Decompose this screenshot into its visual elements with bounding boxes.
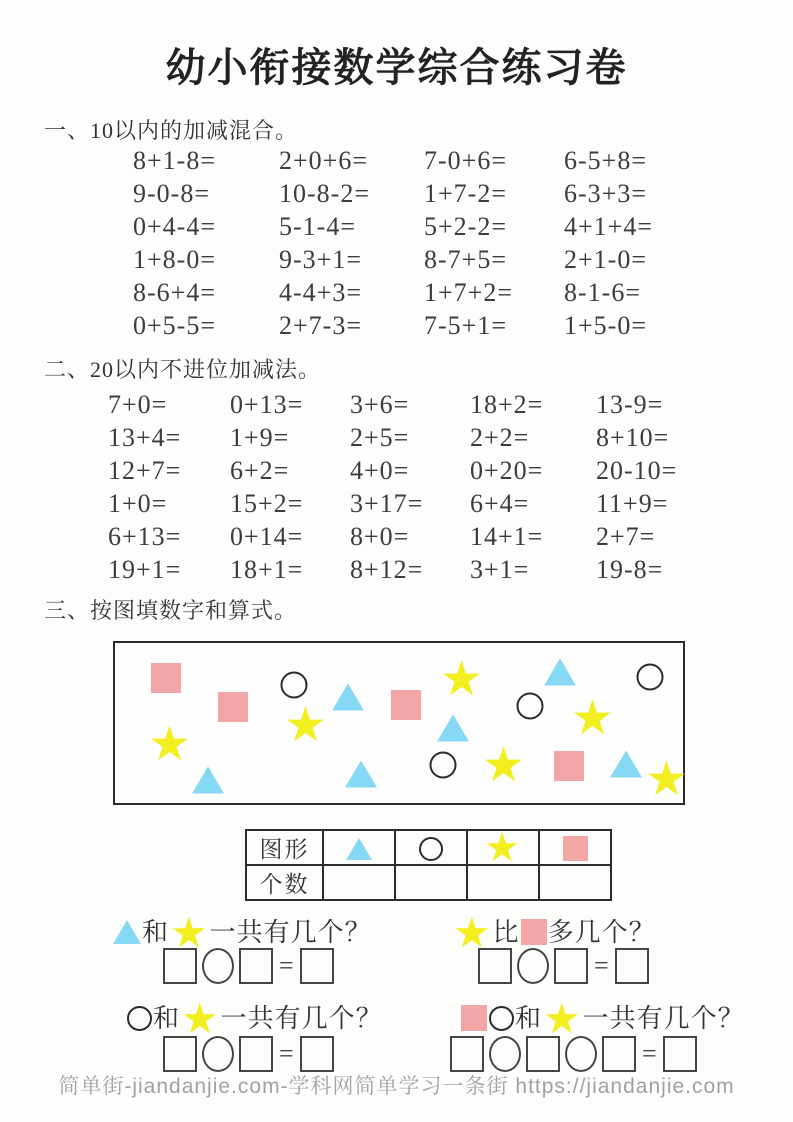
- blank-count-cell[interactable]: [539, 865, 611, 900]
- equation: 18+1=: [230, 555, 304, 584]
- answer-box[interactable]: [450, 1036, 484, 1072]
- equation: 7+0=: [108, 390, 168, 419]
- equation: 3+17=: [350, 489, 424, 518]
- section-2-equations: [108, 390, 696, 588]
- operator-circle[interactable]: [517, 948, 549, 984]
- table-header-count: 个数: [246, 865, 323, 900]
- square-icon: [563, 836, 588, 861]
- question-text: 一共有几个？: [582, 1004, 745, 1033]
- star-shape: [571, 699, 611, 739]
- equation: 5-1-4=: [279, 212, 356, 241]
- circle-shape: [637, 664, 664, 691]
- question-text: 和: [142, 918, 170, 947]
- blank-count-cell[interactable]: [395, 865, 467, 900]
- star-shape: [148, 725, 188, 765]
- equation: 9-3+1=: [279, 245, 362, 274]
- operator-circle[interactable]: [565, 1036, 597, 1072]
- circle-shape: [430, 752, 457, 779]
- equation: 1+7-2=: [424, 179, 507, 208]
- star-icon: [453, 918, 492, 952]
- answer-box[interactable]: [300, 948, 334, 984]
- equation: 6+4=: [470, 489, 530, 518]
- equation-slots-2: [478, 948, 649, 984]
- equation: 15+2=: [230, 489, 304, 518]
- star-shape: [482, 746, 522, 786]
- circle-icon: [419, 837, 443, 861]
- equation: 2+1-0=: [564, 245, 647, 274]
- star-shape: [284, 706, 324, 746]
- question-text: 和: [515, 1004, 543, 1033]
- answer-box[interactable]: [602, 1036, 636, 1072]
- equation: 6-5+8=: [564, 146, 647, 175]
- answer-box[interactable]: [526, 1036, 560, 1072]
- equation: 3+6=: [350, 390, 410, 419]
- equation: 6+13=: [108, 522, 182, 551]
- star-icon: [170, 918, 209, 952]
- equation: 5+2-2=: [424, 212, 507, 241]
- equation: 4-4+3=: [279, 278, 362, 307]
- equation: 2+7-3=: [279, 311, 362, 340]
- blank-count-cell[interactable]: [323, 865, 395, 900]
- operator-circle[interactable]: [202, 948, 234, 984]
- equation: 2+2=: [470, 423, 530, 452]
- table-shape-row: [246, 830, 611, 865]
- equation: 9-0-8=: [133, 179, 210, 208]
- star-shape: [645, 760, 685, 800]
- equation: 8+1-8=: [133, 146, 216, 175]
- table-cell-circle: [395, 830, 467, 865]
- equation: 6-3+3=: [564, 179, 647, 208]
- equation: 19-8=: [596, 555, 664, 584]
- equation: 8+12=: [350, 555, 424, 584]
- section-3-label: 三、按图填数字和算式。: [44, 598, 298, 623]
- equation: 8-6+4=: [133, 278, 216, 307]
- table-cell-square: [539, 830, 611, 865]
- equation: 4+0=: [350, 456, 410, 485]
- answer-box[interactable]: [163, 948, 197, 984]
- equation: 11+9=: [596, 489, 669, 518]
- equation: 0+14=: [230, 522, 304, 551]
- equation: 13+4=: [108, 423, 182, 452]
- circle-icon: [489, 1006, 514, 1031]
- equals-sign: =: [279, 1039, 294, 1068]
- answer-box[interactable]: [300, 1036, 334, 1072]
- square-icon: [521, 919, 547, 945]
- equation: 0+13=: [230, 390, 304, 419]
- answer-box[interactable]: [163, 1036, 197, 1072]
- question-text: 和: [153, 1004, 181, 1033]
- equation: 8-7+5=: [424, 245, 507, 274]
- star-icon: [181, 1004, 220, 1038]
- equals-sign: =: [642, 1039, 657, 1068]
- triangle-shape: [332, 684, 364, 711]
- triangle-shape: [437, 715, 469, 742]
- equation: 1+5-0=: [564, 311, 647, 340]
- equation: 14+1=: [470, 522, 544, 551]
- equation: 6+2=: [230, 456, 290, 485]
- table-cell-star: [467, 830, 539, 865]
- shapes-picture-box: [113, 641, 685, 805]
- star-icon: [484, 832, 522, 864]
- operator-circle[interactable]: [489, 1036, 521, 1072]
- answer-box[interactable]: [554, 948, 588, 984]
- answer-box[interactable]: [239, 1036, 273, 1072]
- circle-icon: [127, 1006, 152, 1031]
- equation: 1+9=: [230, 423, 290, 452]
- equals-sign: =: [594, 951, 609, 980]
- circle-shape: [281, 672, 308, 699]
- triangle-shape: [610, 751, 642, 778]
- section-1-label: 一、10以内的加减混合。: [44, 118, 299, 143]
- equation: 8+0=: [350, 522, 410, 551]
- equals-sign: =: [279, 951, 294, 980]
- equation: 2+0+6=: [279, 146, 368, 175]
- shape-count-table: [245, 829, 612, 901]
- question-text: 一共有几个？: [220, 1004, 383, 1033]
- table-count-row: [246, 865, 611, 900]
- star-shape: [440, 660, 480, 700]
- equation: 0+5-5=: [133, 311, 216, 340]
- square-icon: [461, 1005, 487, 1031]
- answer-box[interactable]: [615, 948, 649, 984]
- answer-box[interactable]: [663, 1036, 697, 1072]
- circle-shape: [517, 693, 544, 720]
- equation: 13-9=: [596, 390, 664, 419]
- question-text: 比: [492, 918, 520, 947]
- square-shape: [554, 751, 584, 781]
- page-title: 幼小衔接数学综合练习卷: [165, 45, 628, 90]
- equation: 3+1=: [470, 555, 530, 584]
- equation: 4+1+4=: [564, 212, 653, 241]
- operator-circle[interactable]: [202, 1036, 234, 1072]
- equation: 2+5=: [350, 423, 410, 452]
- equation: 0+20=: [470, 456, 544, 485]
- equation: 1+7+2=: [424, 278, 513, 307]
- equation-slots-3: [163, 1036, 334, 1072]
- equation: 20-10=: [596, 456, 678, 485]
- watermark-text: 简单街-jiandanjie.com-学科网简单学习一条街 https://jiandanjie.com: [58, 1075, 735, 1098]
- equation: 10-8-2=: [279, 179, 370, 208]
- blank-count-cell[interactable]: [467, 865, 539, 900]
- question-text: 多几个？: [547, 918, 656, 947]
- equation: 2+7=: [596, 522, 656, 551]
- equation: 18+2=: [470, 390, 544, 419]
- triangle-icon: [346, 838, 372, 860]
- equation: 7-5+1=: [424, 311, 507, 340]
- equation: 19+1=: [108, 555, 182, 584]
- equation: 8-1-6=: [564, 278, 641, 307]
- section-2-label: 二、20以内不进位加减法。: [44, 357, 322, 382]
- equation: 7-0+6=: [424, 146, 507, 175]
- equation: 12+7=: [108, 456, 182, 485]
- table-cell-triangle: [323, 830, 395, 865]
- answer-box[interactable]: [478, 948, 512, 984]
- equation: 0+4-4=: [133, 212, 216, 241]
- equation: 1+8-0=: [133, 245, 216, 274]
- square-shape: [391, 690, 421, 720]
- table-header-shape: 图形: [246, 830, 323, 865]
- triangle-shape: [192, 767, 224, 794]
- section-1-equations: [133, 146, 679, 344]
- square-shape: [151, 663, 181, 693]
- equation-slots-1: [163, 948, 334, 984]
- star-icon: [543, 1004, 582, 1038]
- equation-slots-4: [450, 1036, 697, 1072]
- equation: 8+10=: [596, 423, 670, 452]
- square-shape: [218, 692, 248, 722]
- question-text: 一共有几个？: [209, 918, 372, 947]
- triangle-icon: [113, 920, 141, 944]
- equation: 1+0=: [108, 489, 168, 518]
- triangle-shape: [345, 761, 377, 788]
- triangle-shape: [544, 659, 576, 686]
- answer-box[interactable]: [239, 948, 273, 984]
